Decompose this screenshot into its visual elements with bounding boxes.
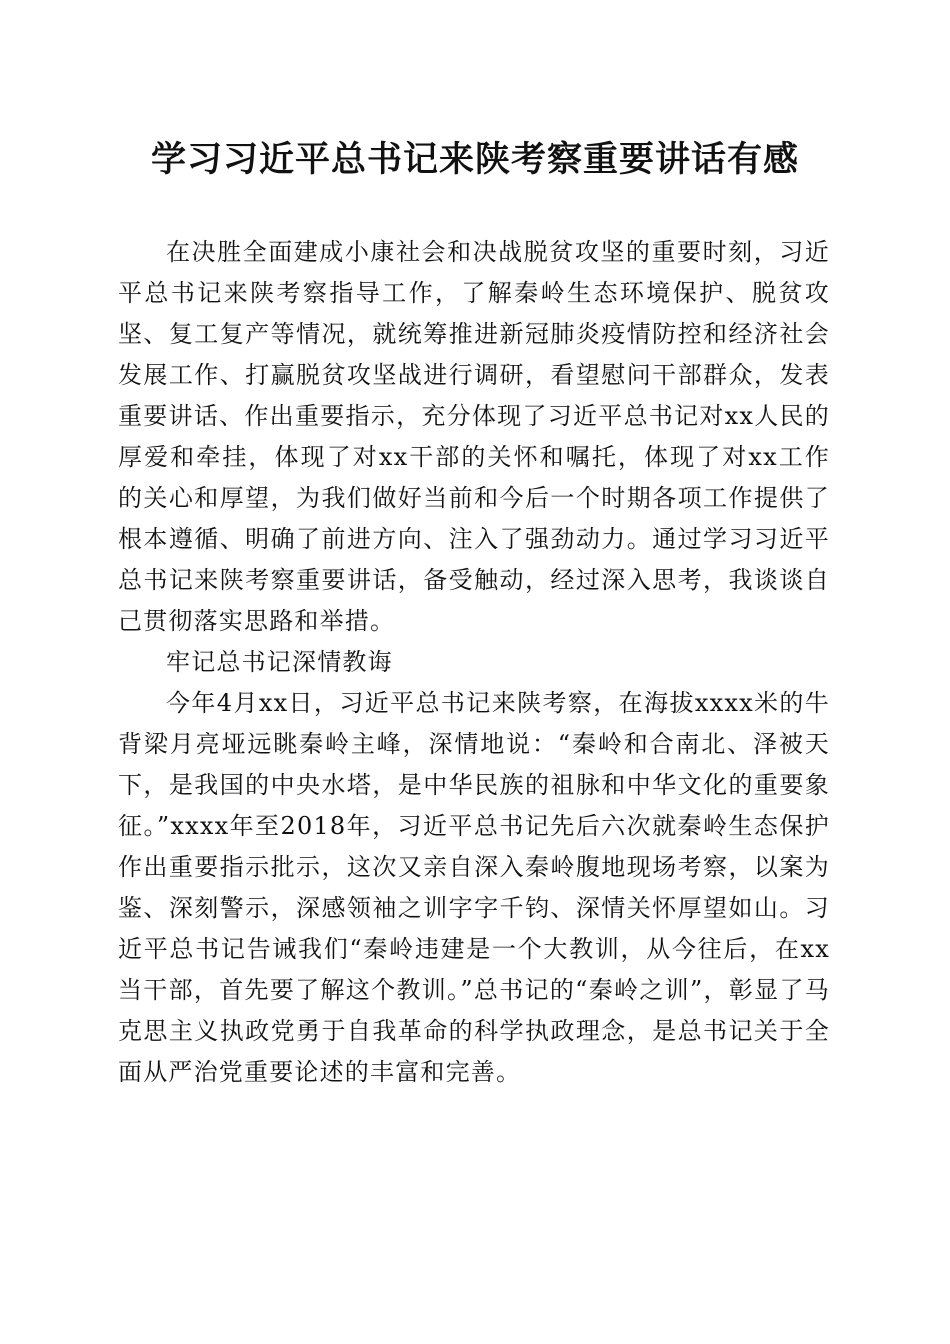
page-title: 学习习近平总书记来陕考察重要讲话有感	[150, 139, 799, 180]
section-heading: 牢记总书记深情教诲	[166, 648, 393, 676]
paragraph-intro: 在决胜全面建成小康社会和决战脱贫攻坚的重要时刻，习近平总书记来陕考察指导工作，了解秦岭生态环境保护、脱贫攻坚、复工复产等情况，就统筹推进新冠肺炎疫情防控和经济社会发展工作、打赢脱贫攻坚战进行调研，看望慰问干部群众，发表重要讲话、作出重要指示，充分体现了习近平总书记对xx人民的厚爱和牵挂，体现了对xx干部的关怀和嘱托，体现了对xx工作的关心和厚望，为我们做好当前和今后一个时期各项工作提供了根本遵循、明确了前进方向、注入了强劲动力。通过学习习近平总书记来陕考察重要讲话，备受触动，经过深入思考，我谈谈自己贯彻落实思路和举措。	[118, 238, 830, 635]
document-body	[118, 232, 830, 1093]
paragraph-section-1: 今年4月xx日，习近平总书记来陕考察，在海拔xxxx米的牛背梁月亮垭远眺秦岭主峰，深情地说：“秦岭和合南北、泽被天下，是我国的中央水塔，是中华民族的祖脉和中华文化的重要象征。”xxxx年至2018年，习近平总书记先后六次就秦岭生态保护作出重要指示批示，这次又亲自深入秦岭腹地现场考察，以案为鉴、深刻警示，深感领袖之训字字千钧、深情关怀厚望如山。习近平总书记告诫我们“秦岭违建是一个大教训，从今往后，在xx当干部，首先要了解这个教训。”总书记的“秦岭之训”，彰显了马克思主义执政党勇于自我革命的科学执政理念，是总书记关于全面从严治党重要论述的丰富和完善。	[118, 689, 830, 1086]
